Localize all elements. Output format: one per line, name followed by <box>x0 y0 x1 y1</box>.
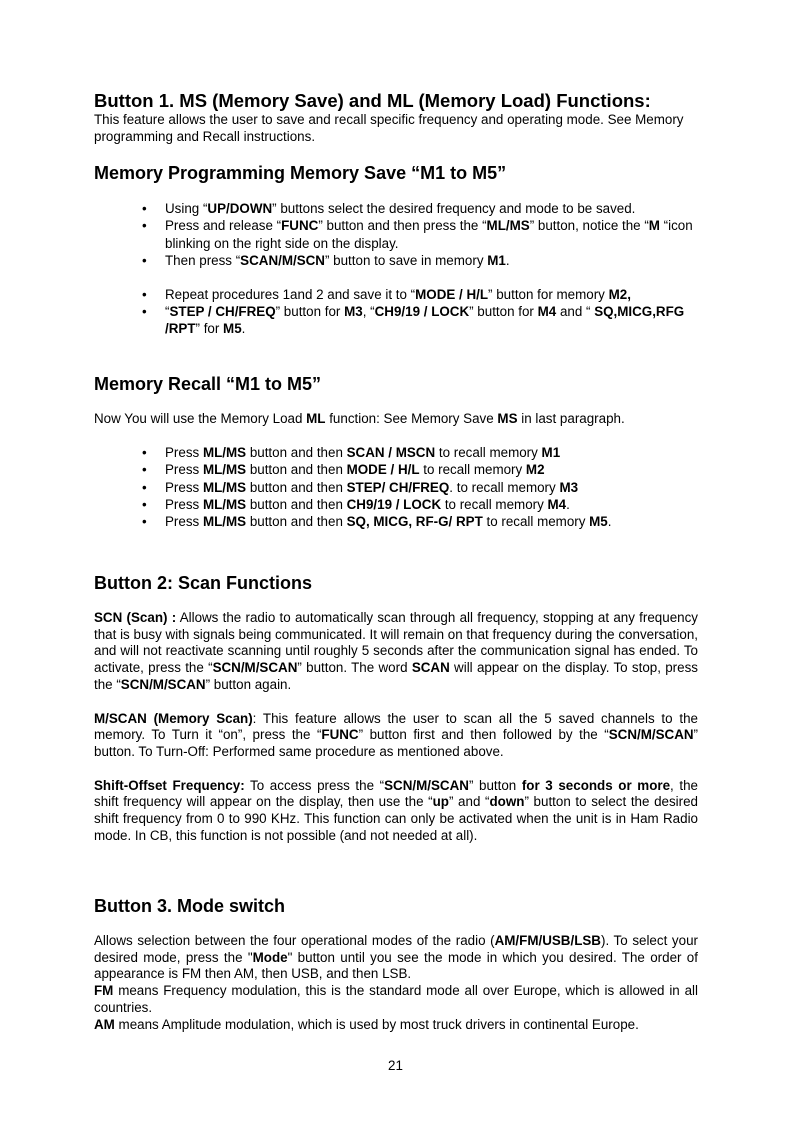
section-intro: This feature allows the user to save and recall specific frequency and operating mode. See Memory programming and Recall instructions. <box>94 112 684 144</box>
paragraph-mscan: M/SCAN (Memory Scan): This feature allows the user to scan all the 5 saved channels to the memory. To Turn it “on”, press the “FUNC” button first and then followed by the “SCN/M/SCAN” button. To Turn-Off: Performed same procedure as mentioned above. <box>94 710 698 759</box>
memory-save-steps <box>94 200 698 338</box>
paragraph-modes: Allows selection between the four operational modes of the radio (AM/FM/USB/LSB). To select your desired mode, press the "Mode" button until you see the mode in which you desired. The order of appearance is FM then AM, then USB, and then LSB. <box>94 933 698 982</box>
list-item: • Press ML/MS button and then SQ, MICG, RF-G/ RPT to recall memory M5. <box>142 514 612 530</box>
section-mode-switch <box>94 895 698 1033</box>
section-intro: Now You will use the Memory Load ML function: See Memory Save MS in last paragraph. <box>94 411 625 426</box>
section-memory-recall <box>94 373 698 531</box>
paragraph-shift-offset: Shift-Offset Frequency: To access press the “SCN/M/SCAN” button for 3 seconds or more, the shift frequency will appear on the display, then use the “up” and “down” button to select the desired shift frequency from 0 to 990 KHz. This function can only be activated when the unit is in Ham Radio mode. In CB, this function is not possible (and not needed at all). <box>94 777 698 843</box>
bullet-icon: • <box>142 304 147 320</box>
section-title: Memory Recall “M1 to M5” <box>94 374 322 394</box>
paragraph-am: AM means Amplitude modulation, which is used by most truck drivers in continental Europe. <box>94 1016 639 1032</box>
section-title: Button 1. MS (Memory Save) and ML (Memory Load) Functions: <box>94 90 651 111</box>
list-item: • Press and release “FUNC” button and then press the “ML/MS” button, notice the “M “icon blinking on the right side on the display. <box>142 218 693 251</box>
paragraph-scn: SCN (Scan) : Allows the radio to automatically scan through all frequency, stopping at any frequency that is busy with signals being communicated. It will remain on that frequency during the conversation, and will not reactivate scanning until roughly 5 seconds after the communication signal has ended. To activate, press the “SCN/M/SCAN” button. The word SCAN will appear on the display. To stop, press the “SCN/M/SCAN” button again. <box>94 610 698 692</box>
bullet-icon: • <box>142 496 147 512</box>
list-item: • Repeat procedures 1and 2 and save it to “MODE / H/L” button for memory M2, <box>142 286 631 302</box>
list-item: • Press ML/MS button and then SCAN / MSCN to recall memory M1 <box>142 444 561 460</box>
list-item: • Then press “SCAN/M/SCN” button to save in memory M1. <box>142 253 510 269</box>
section-title: Button 2: Scan Functions <box>94 573 312 593</box>
bullet-icon: • <box>142 286 147 302</box>
section-scan <box>94 572 698 844</box>
section-memory-save <box>94 162 698 338</box>
section-title: Button 3. Mode switch <box>94 896 285 916</box>
list-item: • Press ML/MS button and then STEP/ CH/FREQ. to recall memory M3 <box>142 479 579 495</box>
list-item: • Using “UP/DOWN” buttons select the desired frequency and mode to be saved. <box>142 201 636 216</box>
bullet-icon: • <box>142 479 147 495</box>
bullet-icon: • <box>142 462 147 478</box>
page-number: 21 <box>388 1058 403 1073</box>
memory-recall-steps <box>94 444 698 531</box>
section-title: Memory Programming Memory Save “M1 to M5” <box>94 163 507 183</box>
bullet-icon: • <box>142 201 147 216</box>
bullet-icon: • <box>142 514 147 530</box>
section-ms-ml <box>94 90 698 145</box>
paragraph-fm: FM means Frequency modulation, this is the standard mode all over Europe, which is allowed in all countries. <box>94 983 698 1015</box>
list-item: • “STEP / CH/FREQ” button for M3, “CH9/19 / LOCK” button for M4 and “ SQ,MICG,RFG /RPT” for M5. <box>142 304 685 337</box>
list-item: • Press ML/MS button and then MODE / H/L to recall memory M2 <box>142 462 545 478</box>
bullet-icon: • <box>142 444 147 460</box>
list-item: • Press ML/MS button and then CH9/19 / LOCK to recall memory M4. <box>142 496 570 512</box>
bullet-icon: • <box>142 253 147 269</box>
bullet-icon: • <box>142 218 147 234</box>
